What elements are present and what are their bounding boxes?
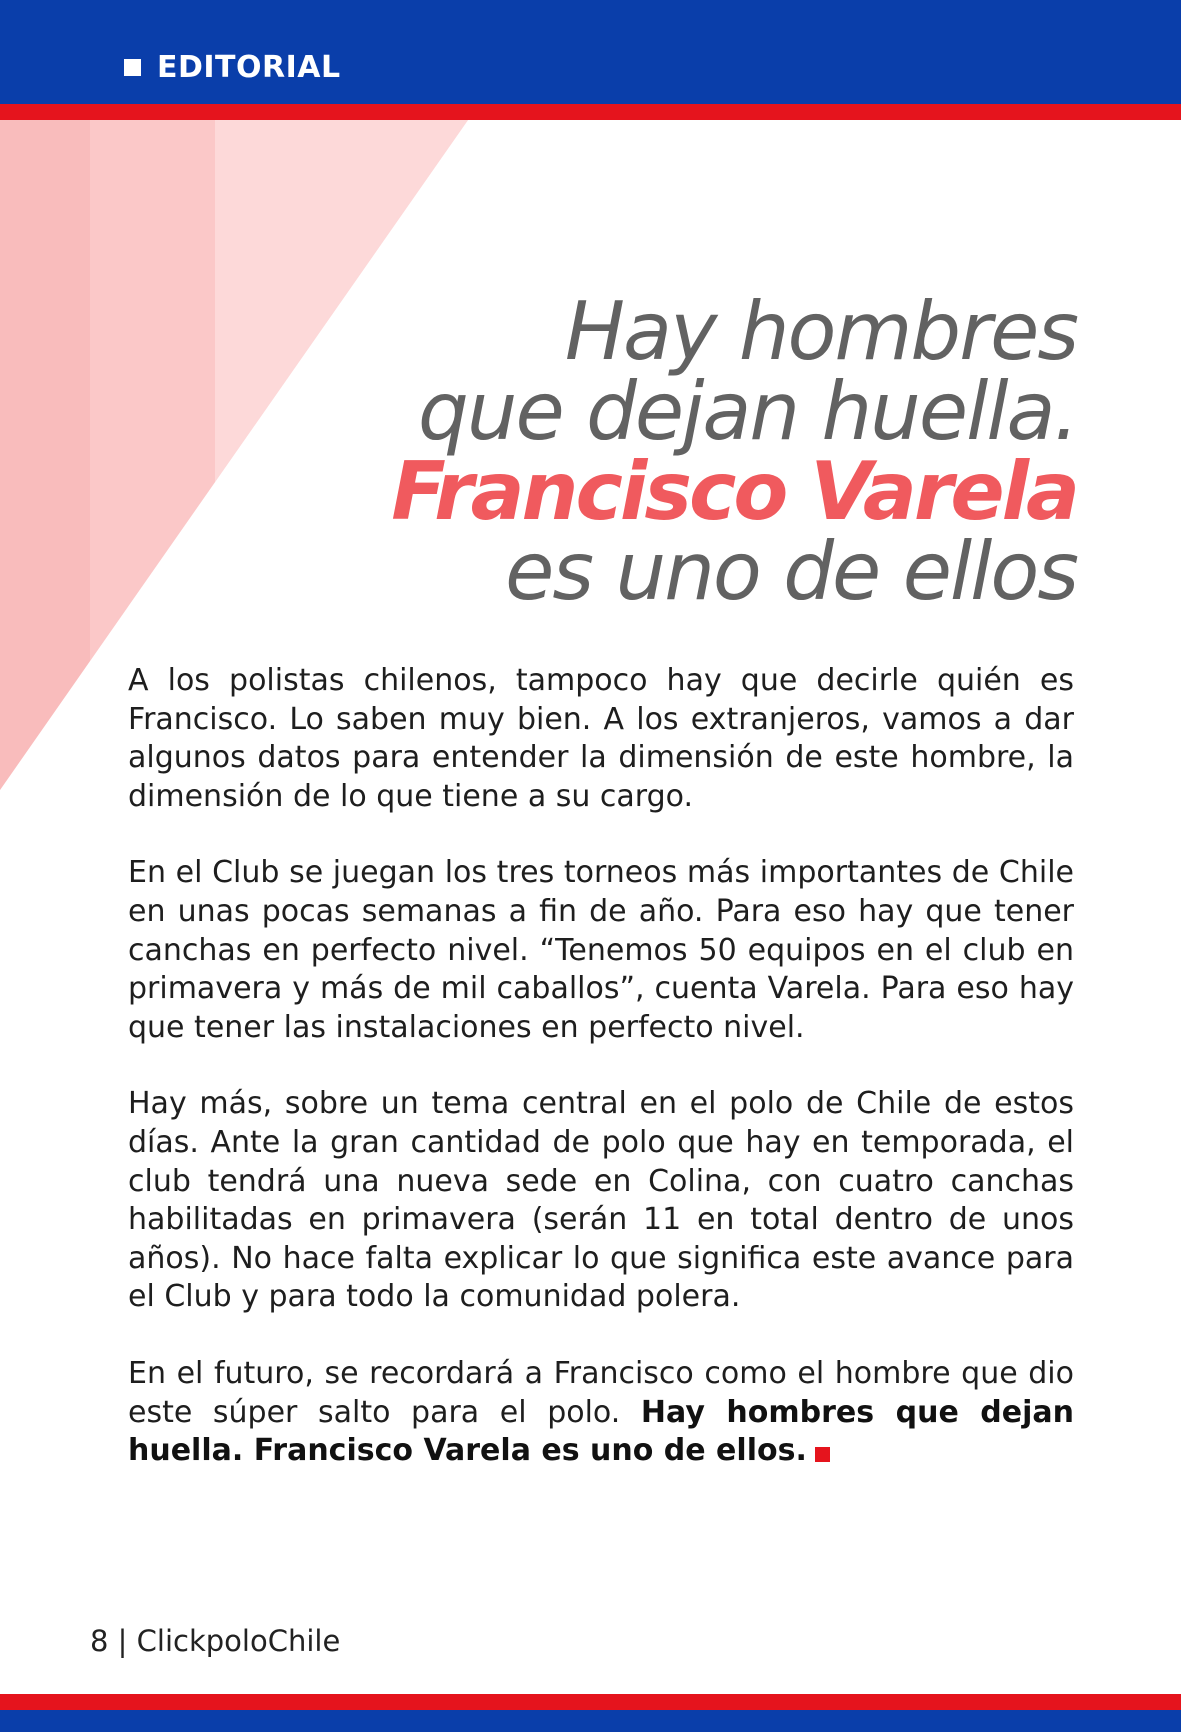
headline-line-4: es uno de ellos [505, 525, 1077, 618]
square-bullet-icon [124, 59, 141, 76]
article-body [128, 662, 1074, 1471]
headline [317, 285, 1077, 618]
page-footer: 8 | ClickpoloChile [90, 1624, 341, 1658]
section-label [124, 50, 341, 85]
paragraph-3: Hay más, sobre un tema central en el polo de Chile de estos días. Ante la gran cantidad de polo que hay en temporada, el club tendrá una nueva sede en Colina, con cuatro canchas habilitadas en primavera (serán 11 en total dentro de unos años). No hace falta explicar lo que significa este avance para el Club y para todo la comunidad polera. [128, 1086, 1074, 1315]
end-mark-icon [815, 1447, 830, 1462]
headline-line-1: Hay hombres [564, 285, 1077, 378]
header-red-stripe [0, 104, 1181, 120]
headline-name: Francisco Varela [391, 445, 1077, 538]
footer-bar [0, 1710, 1181, 1732]
paragraph-4-text: En el futuro, se recordará a Francisco como el hombre que dio este súper salto para el polo. [128, 1355, 1074, 1430]
footer-red-stripe [0, 1694, 1181, 1710]
paragraph-4 [128, 1355, 1074, 1471]
section-title: EDITORIAL [157, 50, 341, 85]
headline-line-2: que dejan huella. [417, 365, 1077, 458]
paragraph-2: En el Club se juegan los tres torneos más importantes de Chile en unas pocas semanas a fin de año. Para eso hay que tener canchas en perfecto nivel. “Tenemos 50 equipos en el club en primavera y más de mil caballos”, cuenta Varela. Para eso hay que tener las instalaciones en perfecto nivel. [128, 855, 1074, 1045]
paragraph-1: A los polistas chilenos, tampoco hay que decirle quién es Francisco. Lo saben muy bien. A los extranjeros, vamos a dar algunos datos para entender la dimensión de este hombre, la dimensión de lo que tiene a su cargo. [128, 663, 1074, 814]
closing-statement: Hay hombres que dejan huella. Francisco Varela es uno de ellos. [128, 1394, 1075, 1469]
